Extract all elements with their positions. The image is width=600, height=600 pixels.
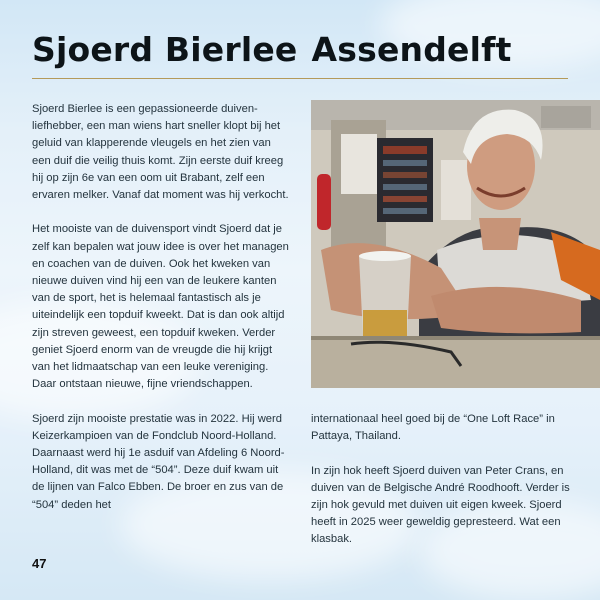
loft-paragraph: In zijn hok heeft Sjoerd duiven van Peter Crans, en duiven van de Belgische André Roodhooft. Verder is zijn hok gevuld met duiven uit eigen kweek. Sjoerd heeft in 2025 weer geweldig gepresteerd. Wat een klasbak. [311,464,570,546]
intro-paragraph: Sjoerd Bierlee is een gepassioneerde duiven-liefhebber, een man wiens hart sneller klopt bij het geluid van klapperende vleugels en het zien van een duif die veilig thuis komt. Zijn eerste duif kreeg hij op zijn 6e van een oom uit Brabant, zelf een ervaren melker. Vanaf dat moment was hij verkocht. [32,103,289,202]
body-paragraph: Het mooiste van de duivensport vindt Sjoerd dat je zelf kan bepalen wat jouw idee is over het managen en coachen van de duiven. Ook het kweken van nieuwe duiven vind hij een van de leukere kanten van de sport, het is helemaal fantastisch als je uiteindelijk een topduif kweekt. Dat is dan ook altijd zijn streven geweest, een topduif kweken. Verder geniet Sjoerd enorm van de vreugde die hij krijgt van het lidmaatschap van een leuke vereniging. Daar ontstaan nieuwe, fijne vriendschappen. [32,223,289,391]
page-number: 47 [32,556,47,571]
left-column [32,101,292,514]
achievement-paragraph: Sjoerd zijn mooiste prestatie was in 2022. Hij werd Keizerkampioen van de Fondclub Noord-Holland. Daarnaast werd hij 1e asduif van Afdeling 6 Noord-Holland, dit was met de “504”. Deze duif kwam uit de lijnen van Falco Ebben. De broer en zus van de “504” deden het [32,412,285,511]
portrait-photo [311,100,600,388]
right-column [311,411,573,549]
title-place: Assendelft [311,30,512,69]
title-underline [32,78,568,79]
continuation-paragraph: internationaal heel goed bij de “One Loft Race” in Pattaya, Thailand. [311,413,555,443]
page-title [32,30,512,69]
title-name: Sjoerd Bierlee [32,30,298,69]
